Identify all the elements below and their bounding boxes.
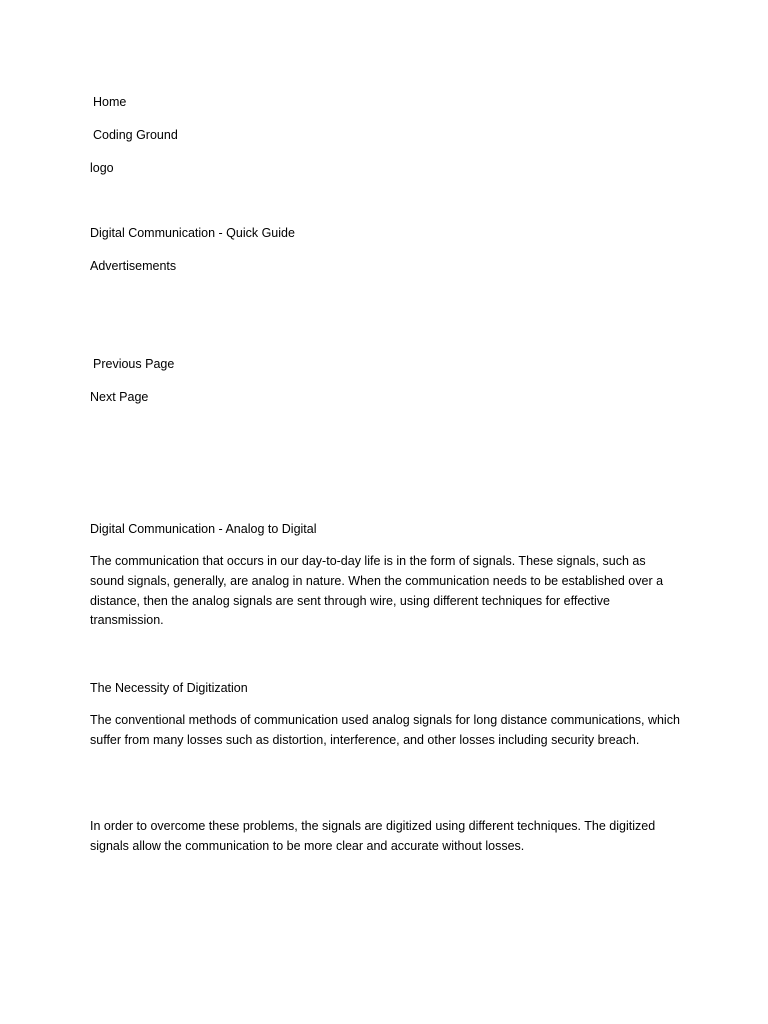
section-heading-necessity: The Necessity of Digitization (90, 681, 248, 695)
next-page-link[interactable]: Next Page (90, 390, 149, 404)
previous-page-link[interactable]: Previous Page (93, 357, 175, 371)
advertisements-label: Advertisements (90, 259, 177, 273)
paragraph-conventional-methods: The conventional methods of communication used analog signals for long distance communications, which suffer from many losses such as distortion, interference, and other losses including security breach. (90, 713, 680, 747)
coding-ground-link[interactable]: Coding Ground (93, 128, 178, 142)
section-heading-analog-to-digital: Digital Communication - Analog to Digital (90, 522, 317, 536)
paragraph-overcome-problems: In order to overcome these problems, the signals are digitized using different techniques. The digitized signals allow the communication to be more clear and accurate without losses. (90, 819, 656, 853)
logo-text: logo (90, 161, 114, 175)
page-title: Digital Communication - Quick Guide (90, 226, 295, 240)
home-link[interactable]: Home (93, 95, 127, 109)
paragraph-signals: The communication that occurs in our day-to-day life is in the form of signals. These signals, such as sound signals, generally, are analog in nature. When the communication needs to be established over a distance, then the analog signals are sent through wire, using different techniques for effective transmission. (90, 554, 664, 628)
